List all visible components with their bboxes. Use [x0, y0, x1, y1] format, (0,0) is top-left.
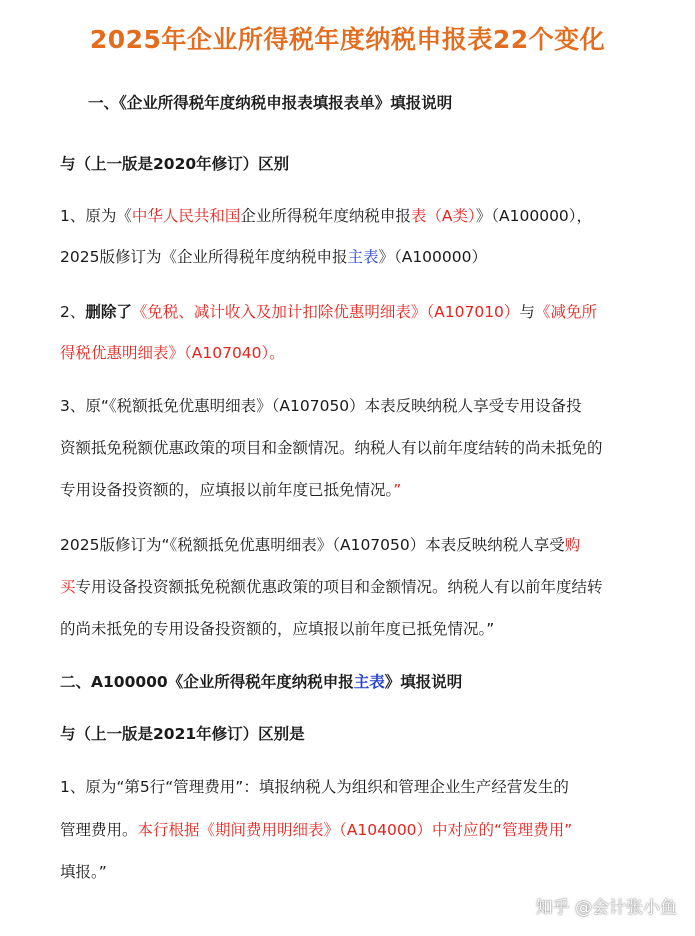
- s1-item3-line2: 资额抵免税额优惠政策的项目和金额情况。纳税人有以前年度结转的尚未抵免的: [60, 439, 603, 457]
- text-run: 企业所得税年度纳税申报: [240, 207, 411, 225]
- text-run: 》（A100000）: [378, 248, 487, 266]
- highlight-red: 中华人民共和国: [131, 207, 241, 225]
- section2-diff-heading: 与（上一版是2021年修订）区别是: [60, 725, 305, 743]
- text-run: 二、A100000《企业所得税年度纳税申报: [60, 673, 354, 691]
- section1-heading: 一、《企业所得税年度纳税申报表填报表单》填报说明: [88, 94, 453, 112]
- s2-item1-line1: 1、原为“第5行“管理费用”：填报纳税人为组织和管理企业生产经营发生的: [60, 778, 569, 796]
- text-run: 》（A100000），: [475, 207, 593, 225]
- highlight-red: 购: [564, 536, 581, 554]
- highlight-blue: 主表: [353, 673, 385, 691]
- text-run: 》填报说明: [384, 673, 463, 691]
- highlight-red: 《减免所: [534, 303, 597, 321]
- highlight-red: 表（A类）: [410, 207, 476, 225]
- text-run: 2025版修订为《企业所得税年度纳税申报: [60, 248, 348, 266]
- text-run: 2、: [60, 303, 86, 321]
- text-run: 1、原为《: [60, 207, 132, 225]
- text-run: 专用设备投资额的，应填报以前年度已抵免情况。: [60, 481, 394, 499]
- text-run: 与: [519, 303, 535, 321]
- text-run: 管理费用。: [60, 821, 138, 839]
- s1-item1-line2: [60, 245, 487, 267]
- bold-text: 删除了: [85, 303, 132, 321]
- section1-diff-heading: 与（上一版是2020年修订）区别: [60, 155, 290, 173]
- highlight-red: ”: [393, 481, 402, 499]
- text-run: 专用设备投资额抵免税额优惠政策的项目和金额情况。纳税人有以前年度结转: [75, 578, 603, 596]
- s1-item1-line1: [60, 204, 592, 226]
- s1-item3rev-line2: [60, 575, 603, 597]
- text-run: 2025版修订为“《税额抵免优惠明细表》（A107050）本表反映纳税人享受: [60, 536, 565, 554]
- s1-item3-line1: 3、原“《税额抵免优惠明细表》（A107050）本表反映纳税人享受专用设备投: [60, 397, 582, 415]
- s1-item3rev-line3: 的尚未抵免的专用设备投资额的，应填报以前年度已抵免情况。”: [60, 620, 495, 638]
- s1-item3-line3: [60, 478, 401, 500]
- highlight-red: 本行根据《期间费用明细表》（A104000）中对应的“管理费用”: [137, 821, 573, 839]
- s2-item1-line2: [60, 818, 572, 840]
- highlight-red: 《免税、减计收入及加计扣除优惠明细表》（A107010）: [131, 303, 520, 321]
- s2-item1-line3: 填报。”: [60, 863, 107, 881]
- watermark: 知乎 @会计张小鱼: [535, 898, 677, 918]
- s1-item2-line2: 得税优惠明细表》（A107040）。: [60, 344, 285, 362]
- highlight-blue: 主表: [347, 248, 379, 266]
- section2-heading: [60, 670, 462, 692]
- highlight-red: 买: [60, 578, 76, 596]
- s1-item2-line1: [60, 300, 597, 322]
- page-title: 2025年企业所得税年度纳税申报表22个变化: [89, 25, 606, 54]
- s1-item3rev-line1: [60, 533, 580, 555]
